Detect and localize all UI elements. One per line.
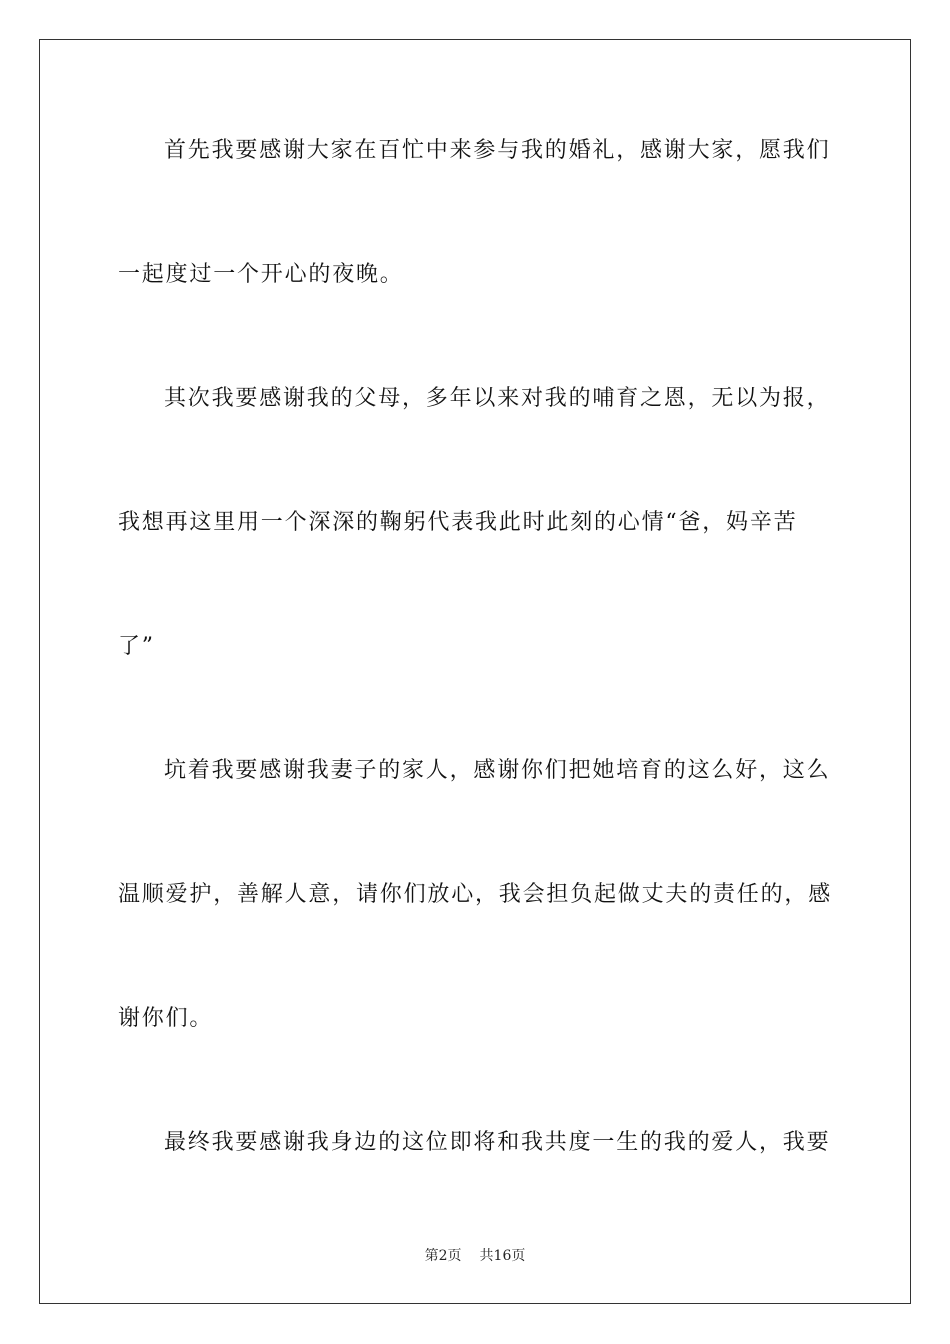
page-border: [39, 39, 911, 1304]
paragraph-line: 坑着我要感谢我妻子的家人，感谢你们把她培育的这么好，这么: [164, 758, 831, 783]
paragraph-line: 温顺爱护，善解人意，请你们放心，我会担负起做丈夫的责任的，感: [118, 882, 833, 907]
paragraph-line: 最终我要感谢我身边的这位即将和我共度一生的我的爱人，我要: [164, 1130, 831, 1155]
total-page-count: 共16页: [479, 1248, 526, 1264]
paragraph-line: 我想再这里用一个深深的鞠躬代表我此时此刻的心情“爸，妈辛苦: [118, 510, 798, 535]
paragraph-line: 首先我要感谢大家在百忙中来参与我的婚礼，感谢大家，愿我们: [164, 138, 831, 163]
paragraph-line: 了”: [118, 634, 155, 659]
paragraph-line: 谢你们。: [118, 1006, 214, 1031]
paragraph-line: 一起度过一个开心的夜晚。: [118, 262, 404, 287]
paragraph-line: 其次我要感谢我的父母，多年以来对我的哺育之恩，无以为报，: [164, 386, 831, 411]
current-page-number: 第2页: [424, 1248, 462, 1264]
page-footer: [0, 1247, 950, 1265]
